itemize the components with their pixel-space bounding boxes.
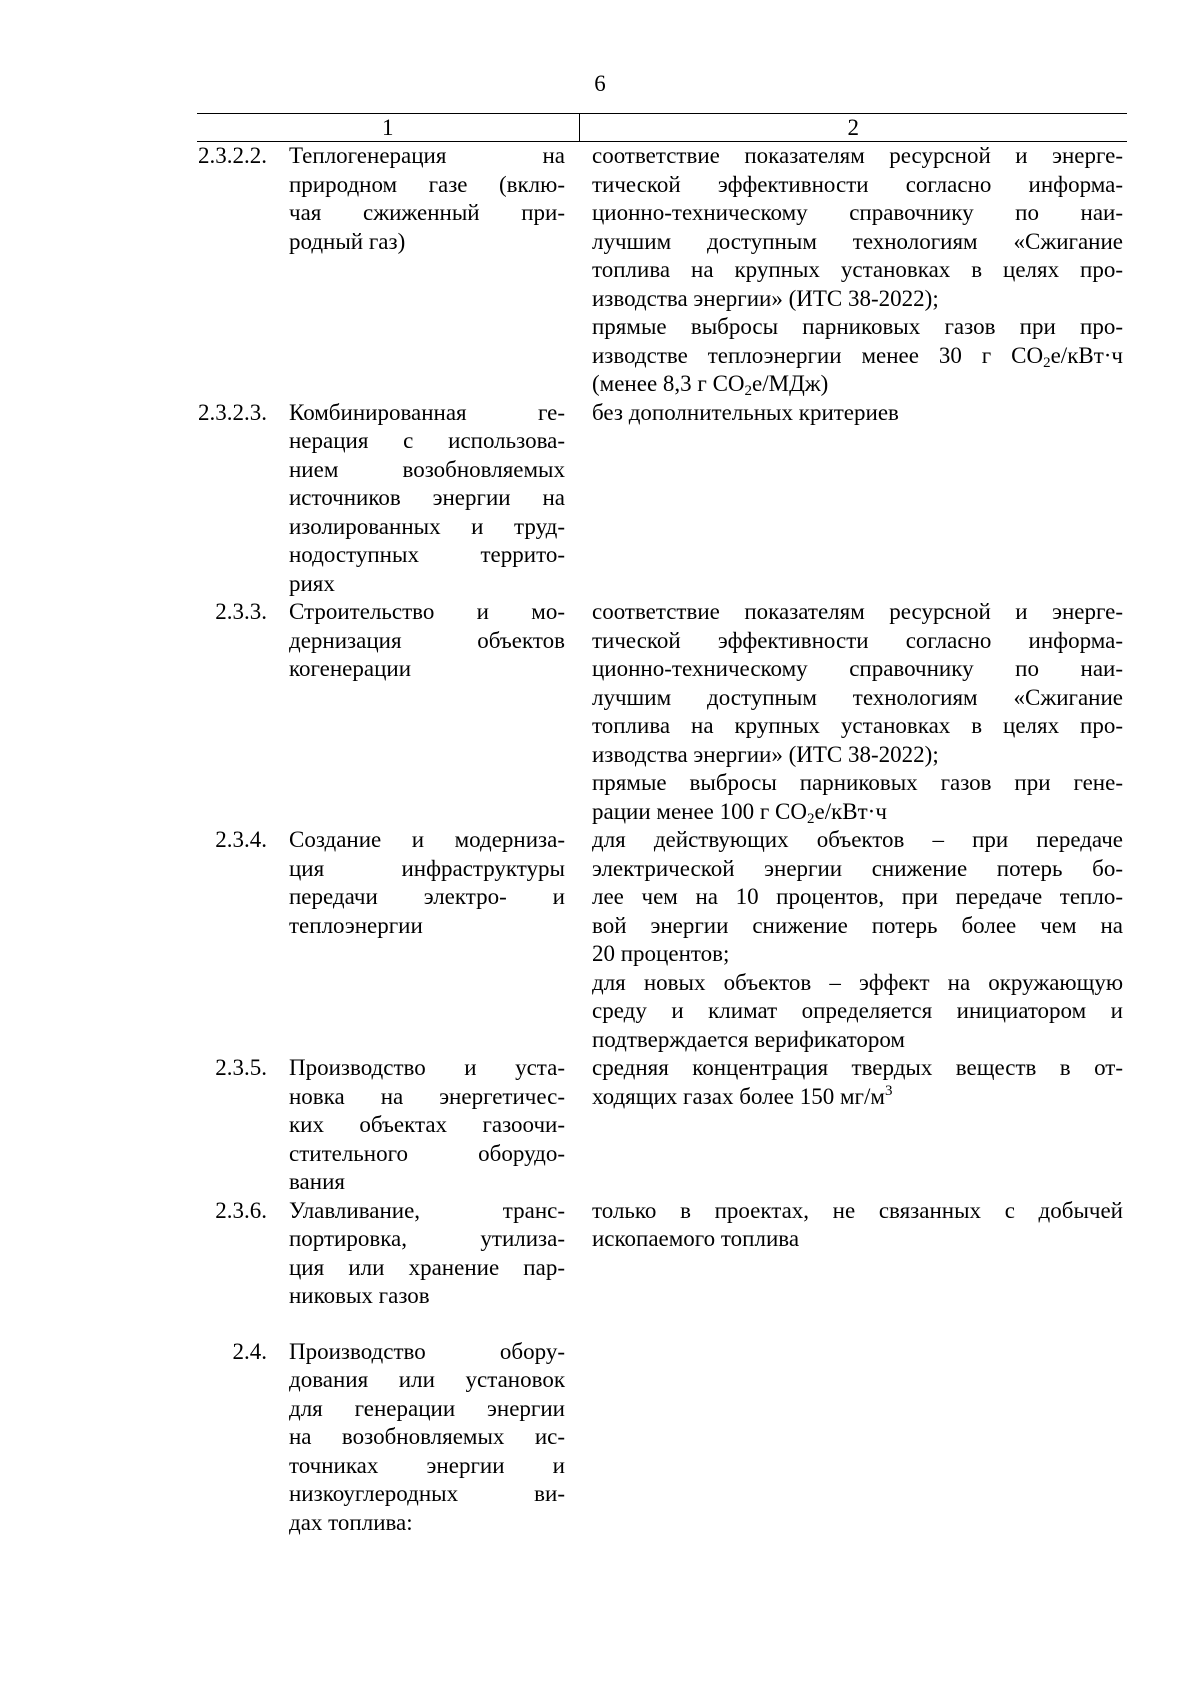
text-line: новка на энергетичес- bbox=[289, 1083, 565, 1109]
text-line: стительного оборудо- bbox=[289, 1140, 565, 1166]
text-line: лучшим доступным технологиям «Сжигание bbox=[592, 228, 1123, 254]
text-line: Строительство и мо- bbox=[289, 599, 565, 624]
text-line: ких объектах газоочи- bbox=[289, 1112, 565, 1137]
row-number: 2.3.2.3. bbox=[198, 399, 267, 425]
text-fragment: рации менее 100 г СО bbox=[592, 798, 808, 824]
criteria-table bbox=[197, 113, 1127, 1537]
text-line: точниках энергии и bbox=[289, 1452, 565, 1478]
row-criteria bbox=[579, 826, 1127, 1054]
text-line: риях bbox=[289, 570, 335, 596]
text-line: для действующих объектов – при передаче bbox=[592, 827, 1123, 852]
text-line: Комбинированная ге- bbox=[289, 399, 565, 425]
text-line: вой энергии снижение потерь более чем на bbox=[592, 912, 1123, 938]
text-line: электрической энергии снижение потерь бо- bbox=[592, 855, 1123, 881]
text-line: низкоуглеродных ви- bbox=[289, 1481, 565, 1506]
row-spacer bbox=[197, 1311, 1127, 1338]
text-line: никовых газов bbox=[289, 1283, 430, 1308]
text-line: дернизация объектов bbox=[289, 627, 565, 653]
text-line: ископаемого топлива bbox=[592, 1226, 800, 1251]
text-line: изолированных и труд- bbox=[289, 513, 565, 539]
text-line: нерация с использова- bbox=[289, 428, 565, 453]
row-criteria bbox=[579, 399, 1127, 599]
text-line: родный газ) bbox=[289, 228, 406, 254]
text-line: соответствие показателям ресурсной и энерге- bbox=[592, 599, 1123, 624]
column-header-1: 1 bbox=[197, 114, 579, 142]
text-line: вания bbox=[289, 1169, 345, 1194]
text-line: для генерации энергии bbox=[289, 1395, 565, 1421]
text-line: средняя концентрация твердых веществ в от- bbox=[592, 1055, 1123, 1080]
text-line: Производство и уста- bbox=[289, 1055, 565, 1080]
text-line: когенерации bbox=[289, 656, 411, 681]
table-row bbox=[197, 1197, 1127, 1311]
text-line: Улавливание, транс- bbox=[289, 1197, 565, 1223]
row-number: 2.3.6. bbox=[215, 1197, 267, 1223]
text-line: передачи электро- и bbox=[289, 884, 565, 909]
text-line: прямые выбросы парниковых газов при про- bbox=[592, 314, 1123, 339]
row-criteria bbox=[579, 598, 1127, 826]
text-line: топлива на крупных установках в целях про- bbox=[592, 257, 1123, 282]
text-line: Производство обору- bbox=[289, 1338, 565, 1364]
row-title bbox=[289, 399, 579, 599]
text-line: чая сжиженный при- bbox=[289, 200, 565, 225]
row-title bbox=[289, 1197, 579, 1311]
text-line: Теплогенерация на bbox=[289, 143, 565, 168]
text-fragment: е/МДж) bbox=[752, 371, 829, 396]
text-fragment: е/кВт·ч bbox=[814, 798, 887, 824]
text-line bbox=[592, 342, 1123, 371]
text-line: соответствие показателям ресурсной и энерге- bbox=[592, 143, 1123, 168]
text-line: лее чем на 10 процентов, при передаче тепло- bbox=[592, 884, 1123, 909]
text-line: ционно-техническому справочнику по наи- bbox=[592, 656, 1123, 681]
text-line: изводства энергии» (ИТС 38-2022); bbox=[592, 285, 939, 311]
row-title bbox=[289, 142, 579, 399]
table-row bbox=[197, 598, 1127, 826]
text-line: изводства энергии» (ИТС 38-2022); bbox=[592, 741, 939, 767]
text-line: на возобновляемых ис- bbox=[289, 1424, 565, 1449]
row-title bbox=[289, 598, 579, 826]
column-header-2: 2 bbox=[579, 114, 1127, 142]
text-line: ция инфраструктуры bbox=[289, 855, 565, 881]
text-line: только в проектах, не связанных с добычей bbox=[592, 1197, 1123, 1223]
text-line: дования или установок bbox=[289, 1367, 565, 1392]
text-line: лучшим доступным технологиям «Сжигание bbox=[592, 684, 1123, 710]
text-line: тической эффективности согласно информа- bbox=[592, 171, 1123, 197]
text-line: природном газе (вклю- bbox=[289, 171, 565, 197]
text-line: для новых объектов – эффект на окружающую bbox=[592, 969, 1123, 995]
text-line: подтверждается верификатором bbox=[592, 1026, 905, 1052]
text-line: ция или хранение пар- bbox=[289, 1254, 565, 1280]
row-criteria bbox=[579, 1338, 1127, 1538]
text-line: тической эффективности согласно информа- bbox=[592, 627, 1123, 653]
text-line: среду и климат определяется инициатором и bbox=[592, 998, 1123, 1023]
row-number: 2.3.2.2. bbox=[198, 143, 267, 168]
text-line: нодоступных террито- bbox=[289, 542, 565, 567]
text-fragment: е/кВт·ч bbox=[1050, 342, 1123, 368]
text-line: дах топлива: bbox=[289, 1509, 413, 1535]
text-line: источников энергии на bbox=[289, 485, 565, 510]
text-fragment: ходящих газах более 150 мг/м bbox=[592, 1083, 885, 1109]
subscript: 2 bbox=[807, 810, 815, 827]
row-title bbox=[289, 1054, 579, 1197]
row-number: 2.4. bbox=[232, 1338, 267, 1364]
superscript: 3 bbox=[884, 1082, 893, 1099]
subscript: 2 bbox=[1043, 354, 1051, 371]
text-line bbox=[592, 1083, 1123, 1112]
text-line: без дополнительных критериев bbox=[592, 399, 899, 425]
text-line: прямые выбросы парниковых газов при гене- bbox=[592, 770, 1123, 795]
text-line: портировка, утилиза- bbox=[289, 1226, 565, 1251]
text-line: ционно-техническому справочнику по наи- bbox=[592, 200, 1123, 225]
table-row bbox=[197, 1338, 1127, 1538]
row-number: 2.3.4. bbox=[215, 827, 267, 852]
text-line: топлива на крупных установках в целях про- bbox=[592, 713, 1123, 738]
page-number: 6 bbox=[594, 71, 606, 96]
table-row bbox=[197, 826, 1127, 1054]
row-title bbox=[289, 1338, 579, 1538]
row-number: 2.3.3. bbox=[215, 599, 267, 624]
text-line bbox=[592, 798, 1123, 827]
row-criteria bbox=[579, 1197, 1127, 1311]
text-fragment: (менее 8,3 г СО bbox=[592, 371, 745, 396]
table-header-row bbox=[197, 114, 1127, 142]
table-row bbox=[197, 399, 1127, 599]
row-title bbox=[289, 826, 579, 1054]
text-line: Создание и модерниза- bbox=[289, 827, 565, 852]
row-criteria bbox=[579, 1054, 1127, 1197]
text-fragment: изводстве теплоэнергии менее 30 г СО bbox=[592, 342, 1044, 368]
subscript: 2 bbox=[744, 383, 753, 399]
text-line: нием возобновляемых bbox=[289, 456, 565, 482]
text-line: теплоэнергии bbox=[289, 912, 423, 938]
table-row bbox=[197, 1054, 1127, 1197]
text-line bbox=[592, 370, 1123, 399]
row-number: 2.3.5. bbox=[215, 1055, 267, 1080]
row-criteria bbox=[579, 142, 1127, 399]
table-row bbox=[197, 142, 1127, 399]
text-line: 20 процентов; bbox=[592, 941, 730, 966]
